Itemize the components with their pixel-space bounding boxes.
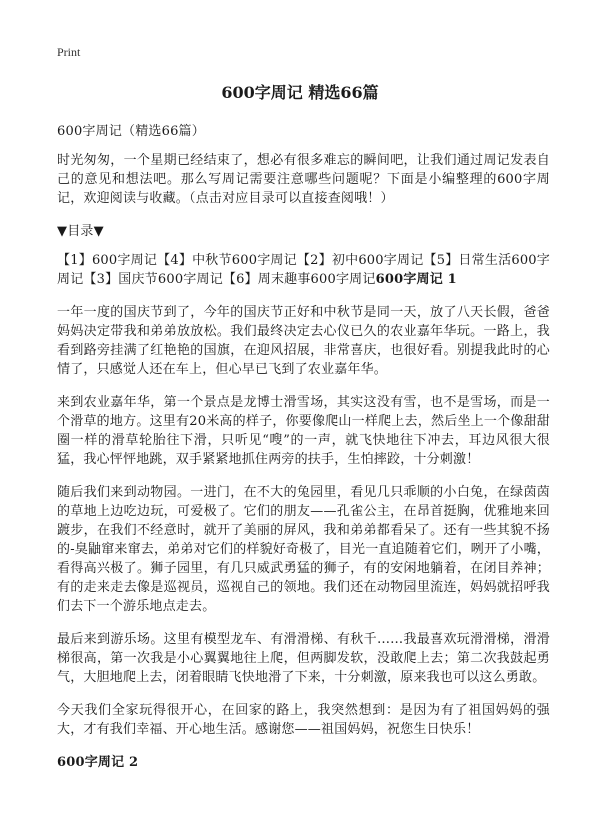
- section-1-paragraph-3: 随后我们来到动物园。一进门，在不大的兔园里，看见几只乖顺的小白兔，在绿茵茵的草地上边吃边玩，可爱极了。它们的朋友——孔雀公主，在昂首挺胸，优雅地来回踱步，在我们不经意时，就开了美丽的屏风，我和弟弟都看呆了。还有一些其貌不扬的-臭鼬窜来窜去，弟弟对它们的样貌好奇极了，目光一直追随着它们，咧开了小嘴，看得高兴极了。狮子园里，有几只威武勇猛的狮子，有的安闲地躺着，在闭目养神；有的走来走去像是巡视员，巡视自己的领地。我们还在动物园里流连，妈妈就招呼我们去下一个游乐地点走去。: [57, 485, 550, 614]
- section-1-paragraph-5: 今天我们全家玩得很开心，在回家的路上，我突然想到：是因为有了祖国妈妈的强大，才有我们幸福、开心地生活。感谢您——祖国妈妈，祝您生日快乐！: [57, 703, 550, 737]
- toc-link-2[interactable]: 【2】初中600字周记: [296, 253, 424, 268]
- page-title: 600字周记 精选66篇: [221, 83, 379, 102]
- toc-heading: ▼目录▼: [57, 224, 104, 239]
- section-heading-1: 600字周记 1: [375, 272, 457, 287]
- toc-link-4[interactable]: 【4】中秋节600字周记: [157, 253, 297, 268]
- section-1-paragraph-1: 一年一度的国庆节到了，今年的国庆节正好和中秋节是同一天，放了八天长假，爸爸妈妈决定带我和弟弟放放松。我们最终决定去心仪已久的农业嘉年华玩。一路上，我看到路旁挂满了红艳艳的国旗，在迎风招展，非常喜庆，也很好看。别提我此时的心情了，只感觉人还在车上，但心早已飞到了农业嘉年华。: [57, 305, 550, 377]
- toc-link-6[interactable]: 【6】周末趣事600字周记: [222, 272, 376, 287]
- article-subtitle: 600字周记（精选66篇）: [57, 124, 205, 139]
- article-body: [57, 122, 550, 786]
- intro-paragraph: 时光匆匆，一个星期已经结束了，想必有很多难忘的瞬间吧，让我们通过周记发表自己的意见和想法吧。那么写周记需要注意哪些问题呢？下面是小编整理的600字周记，欢迎阅读与收藏。（点击对应目录可以直接查阅哦！）: [57, 153, 550, 206]
- section-heading-2: 600字周记 2: [57, 755, 139, 770]
- print-link[interactable]: Print: [57, 45, 81, 59]
- toc-link-3[interactable]: 【3】国庆节600字周记: [83, 272, 223, 287]
- section-1-paragraph-4: 最后来到游乐场。这里有模型龙车、有滑滑梯、有秋千……我最喜欢玩滑滑梯，滑滑梯很高，第一次我是小心翼翼地往上爬，但两脚发软，没敢爬上去；第二次我鼓起勇气，大胆地爬上去，闭着眼睛飞快地滑了下来，十分刺激，原来我也可以这么勇敢。: [57, 632, 550, 685]
- toc-link-5[interactable]: 【5】日常生活600字周记: [57, 253, 550, 287]
- table-of-contents: [57, 251, 550, 289]
- toc-link-1[interactable]: 【1】600字周记: [57, 253, 158, 268]
- section-1-paragraph-2: 来到农业嘉年华，第一个景点是龙博士滑雪场，其实这没有雪，也不是雪场，而是一个滑草的地方。这里有20米高的样子，你要像爬山一样爬上去，然后坐上一个像甜甜圈一样的滑草轮胎往下滑，只听见“嗖”的一声，就飞快地往下冲去，耳边风很大很猛，我心怦怦地跳，双手紧紧地抓住两旁的扶手，生怕摔跤，十分刺激！: [57, 395, 550, 467]
